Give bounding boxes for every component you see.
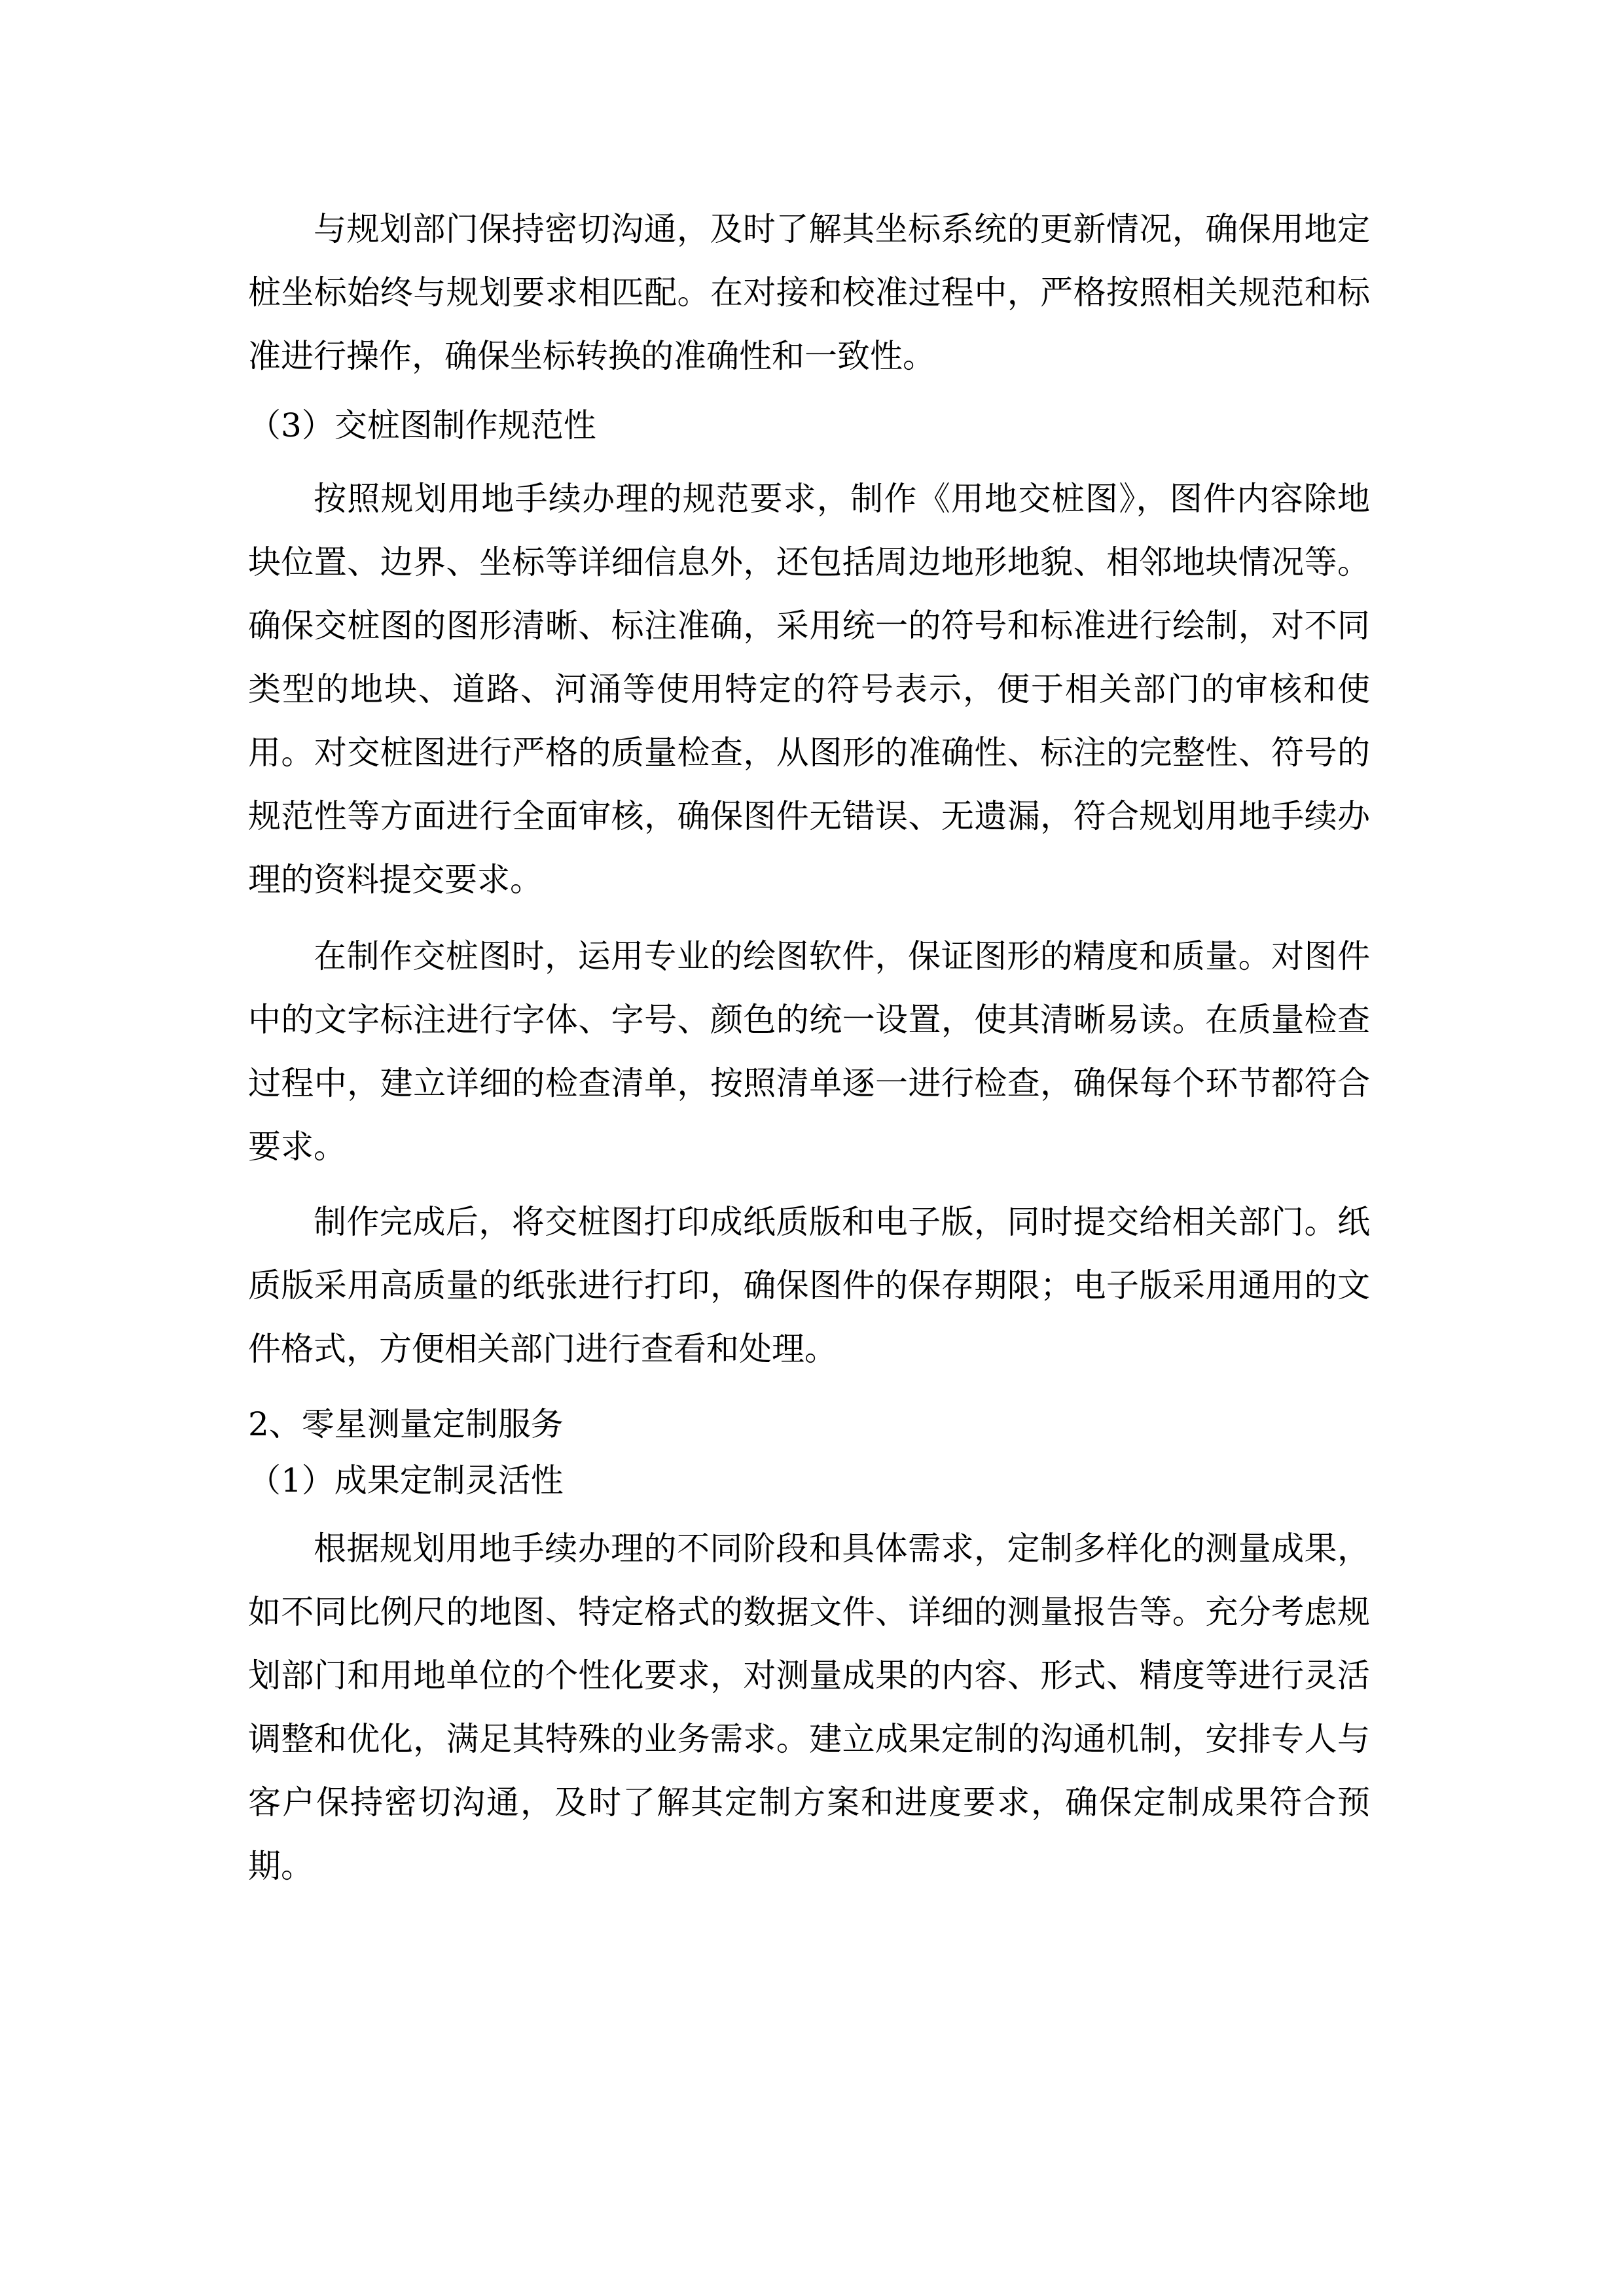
text-line: 件格式，方便相关部门进行查看和处理。 bbox=[248, 1330, 837, 1368]
text-line: 质版采用高质量的纸张进行打印，确保图件的保存期限；电子版采用通用的文 bbox=[248, 1266, 1370, 1304]
text-line: 中的文字标注进行字体、字号、颜色的统一设置，使其清晰易读。在质量检查 bbox=[248, 1001, 1370, 1039]
paragraph-drawing-quality bbox=[248, 925, 1370, 1179]
text-line: 要求。 bbox=[248, 1128, 346, 1166]
text-line: 过程中，建立详细的检查清单，按照清单逐一进行检查，确保每个环节都符合 bbox=[248, 1064, 1370, 1102]
text-line: 客户保持密切沟通，及时了解其定制方案和进度要求，确保定制成果符合预 bbox=[248, 1784, 1370, 1821]
paragraph-stake-map-requirements bbox=[248, 467, 1370, 912]
text-line: 用。对交桩图进行严格的质量检查，从图形的准确性、标注的完整性、符号的 bbox=[248, 734, 1370, 772]
text-line: 划部门和用地单位的个性化要求，对测量成果的内容、形式、精度等进行灵活 bbox=[248, 1657, 1370, 1695]
text-line: 理的资料提交要求。 bbox=[248, 861, 543, 899]
heading-section-2: 2、零星测量定制服务 bbox=[248, 1405, 564, 1443]
text-line: 类型的地块、道路、河涌等使用特定的符号表示，便于相关部门的审核和使 bbox=[248, 670, 1370, 708]
text-line: 准进行操作，确保坐标转换的准确性和一致性。 bbox=[248, 337, 935, 375]
text-line: 期。 bbox=[248, 1847, 314, 1885]
paragraph-submission bbox=[248, 1191, 1370, 1381]
text-line: 规范性等方面进行全面审核，确保图件无错误、无遗漏，符合规划用地手续办 bbox=[248, 797, 1370, 835]
text-line: 如不同比例尺的地图、特定格式的数据文件、详细的测量报告等。充分考虑规 bbox=[248, 1593, 1370, 1631]
text-line: 根据规划用地手续办理的不同阶段和具体需求，定制多样化的测量成果， bbox=[314, 1530, 1370, 1568]
text-line: 块位置、边界、坐标等详细信息外，还包括周边地形地貌、相邻地块情况等。 bbox=[248, 543, 1370, 581]
paragraph-custom-results bbox=[248, 1517, 1370, 1898]
text-line: 与规划部门保持密切沟通，及时了解其坐标系统的更新情况，确保用地定 bbox=[314, 210, 1370, 248]
text-line: 按照规划用地手续办理的规范要求，制作《用地交桩图》，图件内容除地 bbox=[314, 480, 1370, 518]
text-line: 调整和优化，满足其特殊的业务需求。建立成果定制的沟通机制，安排专人与 bbox=[248, 1720, 1370, 1758]
text-line: 桩坐标始终与规划要求相匹配。在对接和校准过程中，严格按照相关规范和标 bbox=[248, 274, 1370, 312]
paragraph-coordinate-sync bbox=[248, 198, 1370, 388]
heading-stake-map-standard: （3）交桩图制作规范性 bbox=[248, 406, 596, 444]
heading-custom-results: （1）成果定制灵活性 bbox=[248, 1462, 564, 1499]
text-line: 确保交桩图的图形清晰、标注准确，采用统一的符号和标准进行绘制，对不同 bbox=[248, 607, 1370, 645]
text-line: 在制作交桩图时，运用专业的绘图软件，保证图形的精度和质量。对图件 bbox=[314, 937, 1370, 975]
text-line: 制作完成后，将交桩图打印成纸质版和电子版，同时提交给相关部门。纸 bbox=[314, 1203, 1370, 1241]
